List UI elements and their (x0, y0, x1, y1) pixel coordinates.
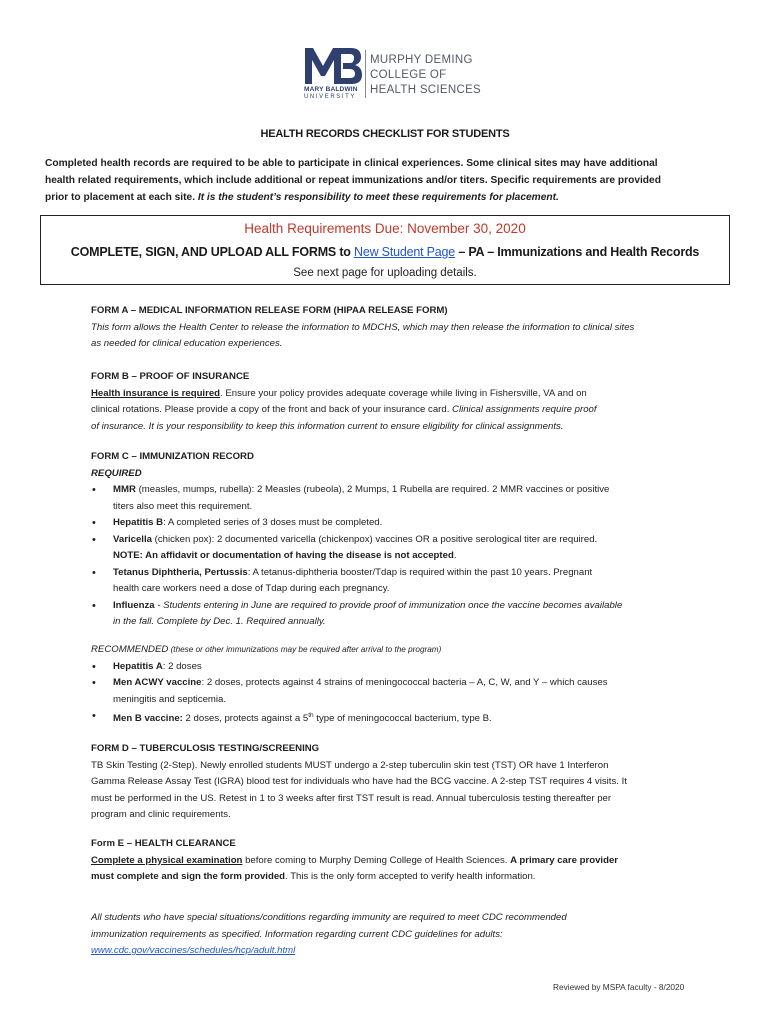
intro-emphasis: It is the student’s responsibility to meet these requirements for placement. (197, 192, 559, 203)
form-e-text (91, 869, 731, 886)
closing-text: All students who have special situations/conditions regarding immunity are required to meet CDC recommended (91, 912, 567, 923)
form-d-text: program and clinic requirements. (91, 809, 231, 820)
college-name-line-1: MURPHY DEMING (370, 54, 473, 66)
form-b-emphasis: Clinical assignments require proof (452, 404, 597, 415)
upload-text: – PA – Immunizations and Health Records (455, 245, 700, 259)
recommended-heading (91, 642, 731, 659)
recommended-label: RECOMMENDED (91, 644, 169, 655)
college-name-line-3: HEALTH SCIENCES (370, 84, 482, 96)
immunization-text: 2 doses, protects against a 5 (182, 713, 309, 725)
list-item (91, 675, 731, 708)
form-b-text (91, 386, 731, 403)
form-e-heading: Form E – HEALTH CLEARANCE (91, 838, 236, 849)
intro-line (45, 189, 725, 206)
review-footer: Reviewed by MSPA faculty - 8/2020 (553, 982, 685, 992)
immunization-text: . (453, 550, 457, 561)
form-b-text-part: . Ensure your policy provides adequate coverage while living in Fishersville, VA and on (220, 387, 587, 399)
logo-divider (365, 50, 366, 98)
page-title: HEALTH RECORDS CHECKLIST FOR STUDENTS (260, 128, 510, 140)
required-label: REQUIRED (91, 467, 142, 479)
form-a-text: This form allows the Health Center to release the information to MDCHS, which may then release the information to clinical sites (91, 321, 635, 333)
closing-section (91, 910, 731, 960)
upload-instruction (41, 245, 729, 259)
immunization-text: type of meningococcal bacterium, type B. (313, 713, 492, 725)
form-e-emphasis: A primary care provider (510, 854, 619, 866)
immunization-name: Men ACWY vaccine (113, 677, 202, 688)
recommended-note: (these or other immunizations may be required after arrival to the program) (168, 645, 442, 654)
closing-text: immunization requirements as specified. Information regarding current CDC guidelines for adults: (91, 928, 503, 940)
immunization-name: Hepatitis B (113, 517, 164, 528)
university-name: MARY BALDWIN (304, 86, 358, 93)
immunization-text: meningitis and septicemia. (113, 693, 227, 705)
form-e-text (91, 853, 731, 870)
mb-monogram-icon (303, 44, 363, 88)
due-date-text: Health Requirements Due: November 30, 2020 (244, 221, 526, 236)
insurance-required-text: Health insurance is required (91, 387, 221, 399)
immunization-text: : A completed series of 3 doses must be completed. (163, 517, 383, 528)
ordinal-suffix: th (308, 712, 314, 719)
list-item (91, 482, 731, 515)
form-d-heading: FORM D – TUBERCULOSIS TESTING/SCREENING (91, 743, 320, 754)
immunization-text: in the fall. Complete by Dec. 1. Required annually. (113, 616, 326, 627)
immunization-name: Men B vaccine: (113, 713, 183, 725)
requirements-notice-box (40, 215, 730, 285)
immunization-name: Tetanus Diphtheria, Pertussis (113, 566, 248, 578)
list-item (91, 659, 731, 676)
immunization-text: - Students entering in June are required to provide proof of immunization once the vaccine becomes available (154, 599, 623, 611)
form-b-text: of insurance. It is your responsibility to keep this information current to ensure eligibility for clinical assignments. (91, 420, 564, 432)
immunization-name: Influenza (113, 599, 155, 611)
upload-text: COMPLETE, SIGN, AND UPLOAD ALL FORMS to (70, 245, 354, 259)
intro-paragraph (45, 155, 725, 206)
form-d-text: must be performed in the US. Retest in 1 to 3 weeks after first TST result is read. Annual tuberculosis testing thereafter per (91, 792, 612, 804)
immunization-name: Varicella (113, 533, 152, 545)
college-logo (303, 44, 482, 102)
intro-line: health related requirements, which include additional or repeat immunizations and/or titers. Specific requirements are provided (45, 175, 661, 186)
immunization-text: (chicken pox): 2 documented varicella (chickenpox) vaccines OR a positive serological titer are required. (151, 533, 598, 545)
form-d-section (91, 741, 731, 824)
next-page-note: See next page for uploading details. (293, 267, 477, 279)
list-item (91, 565, 731, 598)
closing-link-line (91, 943, 731, 960)
form-d-text: TB Skin Testing (2-Step). Newly enrolled students MUST undergo a 2-step tuberculin skin test (TST) OR have 1 Interferon (91, 759, 609, 771)
list-item (91, 708, 731, 728)
form-c-heading: FORM C – IMMUNIZATION RECORD (91, 451, 254, 462)
recommended-immunization-list (91, 659, 731, 728)
form-b-text-part: clinical rotations. Please provide a copy of the front and back of your insurance card. (91, 404, 453, 415)
immunization-text: : A tetanus-diphtheria booster/Tdap is required within the past 10 years. Pregnant (247, 566, 593, 578)
list-item (91, 515, 731, 532)
immunization-text: titers also meet this requirement. (113, 500, 253, 512)
form-a-section (91, 303, 731, 353)
intro-line: Completed health records are required to be able to participate in clinical experiences. Some clinical sites may have additional (45, 158, 658, 169)
form-e-emphasis: must complete and sign the form provided (91, 871, 286, 882)
immunization-text: : 2 doses (162, 660, 202, 672)
form-b-section (91, 369, 731, 435)
new-student-page-link[interactable]: New Student Page (354, 245, 456, 259)
required-immunization-list (91, 482, 731, 631)
affidavit-note: NOTE: An affidavit or documentation of having the disease is not accepted (113, 550, 454, 561)
due-date-heading (41, 221, 729, 236)
list-item (91, 532, 731, 565)
mb-logo-mark (303, 44, 363, 102)
form-a-text: as needed for clinical education experiences. (91, 338, 283, 349)
physical-exam-text: Complete a physical examination (91, 854, 243, 866)
intro-text: prior to placement at each site. (45, 192, 198, 203)
immunization-name: Hepatitis A (113, 660, 163, 672)
list-item (91, 598, 731, 631)
form-a-heading: FORM A – MEDICAL INFORMATION RELEASE FORM (HIPAA RELEASE FORM) (91, 305, 448, 316)
recommended-section (91, 642, 731, 728)
form-e-text-part: . This is the only form accepted to verify health information. (285, 871, 536, 882)
form-e-text-part: before coming to Murphy Deming College of Health Sciences. (242, 854, 511, 866)
immunization-name: MMR (113, 484, 136, 495)
form-b-text (91, 402, 731, 419)
immunization-text: health care workers need a dose of Tdap during each pregnancy. (113, 583, 390, 594)
cdc-guidelines-link[interactable]: www.cdc.gov/vaccines/schedules/hcp/adult.html (91, 945, 296, 956)
college-name-line-2: COLLEGE OF (370, 69, 447, 81)
form-b-heading: FORM B – PROOF OF INSURANCE (91, 371, 250, 382)
university-label: UNIVERSITY (304, 94, 357, 100)
form-e-section (91, 836, 731, 886)
form-d-text: Gamma Release Assay Test (IGRA) blood test for individuals who have had the BCG vaccine. A 2-step TST requires 4 visits. It (91, 776, 627, 787)
form-c-section (91, 449, 731, 631)
immunization-text: (measles, mumps, rubella): 2 Measles (rubeola), 2 Mumps, 1 Rubella are required. 2 MMR vaccines or positive (135, 484, 610, 495)
immunization-text: : 2 doses, protects against 4 strains of meningococcal bacteria – A, C, W, and Y – which causes (201, 677, 608, 688)
